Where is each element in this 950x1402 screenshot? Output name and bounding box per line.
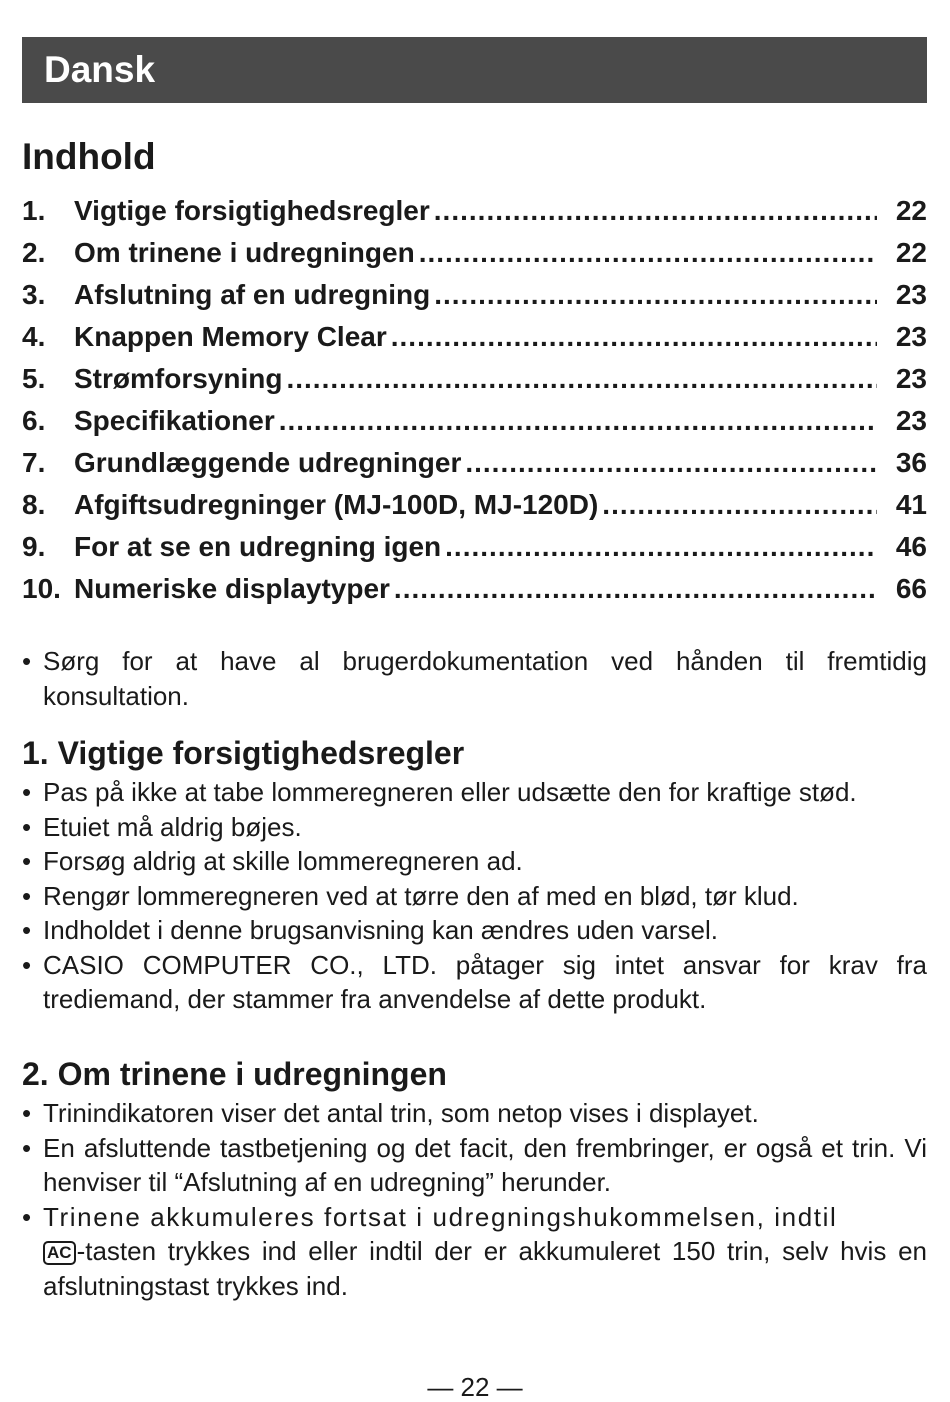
toc-leader-dots [434, 190, 877, 232]
page-number: — 22 — [427, 1372, 523, 1402]
section-steps [22, 1054, 927, 1303]
toc-entry-page: 22 [895, 237, 927, 268]
toc-entry-number: 8. [22, 489, 46, 520]
toc-entry-number: 4. [22, 321, 46, 352]
steps-list [22, 1096, 927, 1303]
toc-entry-page: 23 [895, 279, 927, 310]
toc-entry-page: 23 [895, 321, 927, 352]
toc-entry [22, 400, 927, 442]
ac-key-icon: AC [43, 1241, 76, 1265]
toc-entry [22, 274, 927, 316]
toc-entry-page: 23 [895, 363, 927, 394]
toc-entry-title: Vigtige forsigtighedsregler [74, 195, 430, 226]
toc-entry-page: 23 [895, 405, 927, 436]
toc-leader-dots [465, 442, 877, 484]
toc-leader-dots [394, 568, 877, 610]
toc-entry-title: Numeriske displaytyper [74, 573, 390, 604]
toc-heading: Indhold [22, 136, 156, 177]
toc-entry-number: 3. [22, 279, 46, 310]
toc-entry-title: Knappen Memory Clear [74, 321, 387, 352]
toc-leader-dots [279, 400, 877, 442]
toc-entry [22, 190, 927, 232]
toc-leader-dots [391, 316, 877, 358]
toc-entry-page: 66 [895, 573, 927, 604]
toc-leader-dots [602, 484, 877, 526]
toc-entry-title: Om trinene i udregningen [74, 237, 415, 268]
intro-note-list [22, 644, 927, 713]
list-item: • CASIO COMPUTER CO., LTD. påtager sig intet ansvar for krav fra trediemand, der stammer fra anvendelse af dette produkt. [22, 948, 927, 1017]
toc-entry-number: 10. [22, 573, 61, 604]
language-banner [22, 37, 927, 103]
toc-entry-number: 6. [22, 405, 46, 436]
list-item: • Rengør lommeregneren ved at tørre den af med en blød, tør klud. [22, 879, 927, 914]
toc-entry [22, 568, 927, 610]
list-item: • Forsøg aldrig at skille lommeregneren ad. [22, 844, 927, 879]
toc-entry [22, 484, 927, 526]
toc-entry-title: Specifikationer [74, 405, 275, 436]
toc-entry [22, 358, 927, 400]
toc-entry-number: 2. [22, 237, 46, 268]
toc-entry-page: 41 [895, 489, 927, 520]
toc-entry [22, 232, 927, 274]
toc-entry-number: 7. [22, 447, 46, 478]
toc-entry-title: For at se en udregning igen [74, 531, 442, 562]
intro-note-text: • Sørg for at have al brugerdokumentation ved hånden til fremtidig konsultation. [22, 644, 927, 713]
toc-entry-number: 1. [22, 195, 46, 226]
toc-entry [22, 316, 927, 358]
toc-entry-title: Grundlæggende udregninger [74, 447, 462, 478]
language-label: Dansk [44, 49, 156, 90]
toc-entry-page: 22 [895, 195, 927, 226]
toc-entry-number: 5. [22, 363, 46, 394]
toc-leader-dots [434, 274, 877, 316]
toc-leader-dots [286, 358, 877, 400]
section-precautions [22, 733, 927, 1017]
list-item: • Trinindikatoren viser det antal trin, som netop vises i displayet. [22, 1096, 927, 1131]
toc-entry-page: 46 [895, 531, 927, 562]
section-heading: 2. Om trinene i udregningen [22, 1056, 447, 1092]
section-heading: 1. Vigtige forsigtighedsregler [22, 735, 465, 771]
precautions-list [22, 775, 927, 1017]
toc-entry-number: 9. [22, 531, 46, 562]
list-item-text: -tasten trykkes ind eller indtil der er akkumuleret 150 trin, selv hvis en afslutningstast trykkes ind. [43, 1236, 927, 1301]
toc-entry-page: 36 [895, 447, 927, 478]
list-item [22, 1200, 927, 1304]
list-item: • Pas på ikke at tabe lommeregneren eller udsætte den for kraftige stød. [22, 775, 927, 810]
toc-leader-dots [445, 526, 877, 568]
toc-entry-title: Afslutning af en udregning [74, 279, 431, 310]
table-of-contents [22, 190, 927, 610]
toc-entry-title: Strømforsyning [74, 363, 283, 394]
list-item: • En afsluttende tastbetjening og det facit, den frembringer, er også et trin. Vi henviser til “Afslutning af en udregning” herunder. [22, 1131, 927, 1200]
list-item: • Etuiet må aldrig bøjes. [22, 810, 927, 845]
intro-note [22, 644, 927, 713]
toc-entry [22, 526, 927, 568]
list-item: • Indholdet i denne brugsanvisning kan ændres uden varsel. [22, 913, 927, 948]
toc-entry-title: Afgiftsudregninger (MJ-100D, MJ-120D) [74, 489, 599, 520]
list-item-text: Trinene akkumuleres fortsat i udregningshukommelsen, indtil [43, 1201, 838, 1232]
toc-entry [22, 442, 927, 484]
toc-leader-dots [419, 232, 877, 274]
